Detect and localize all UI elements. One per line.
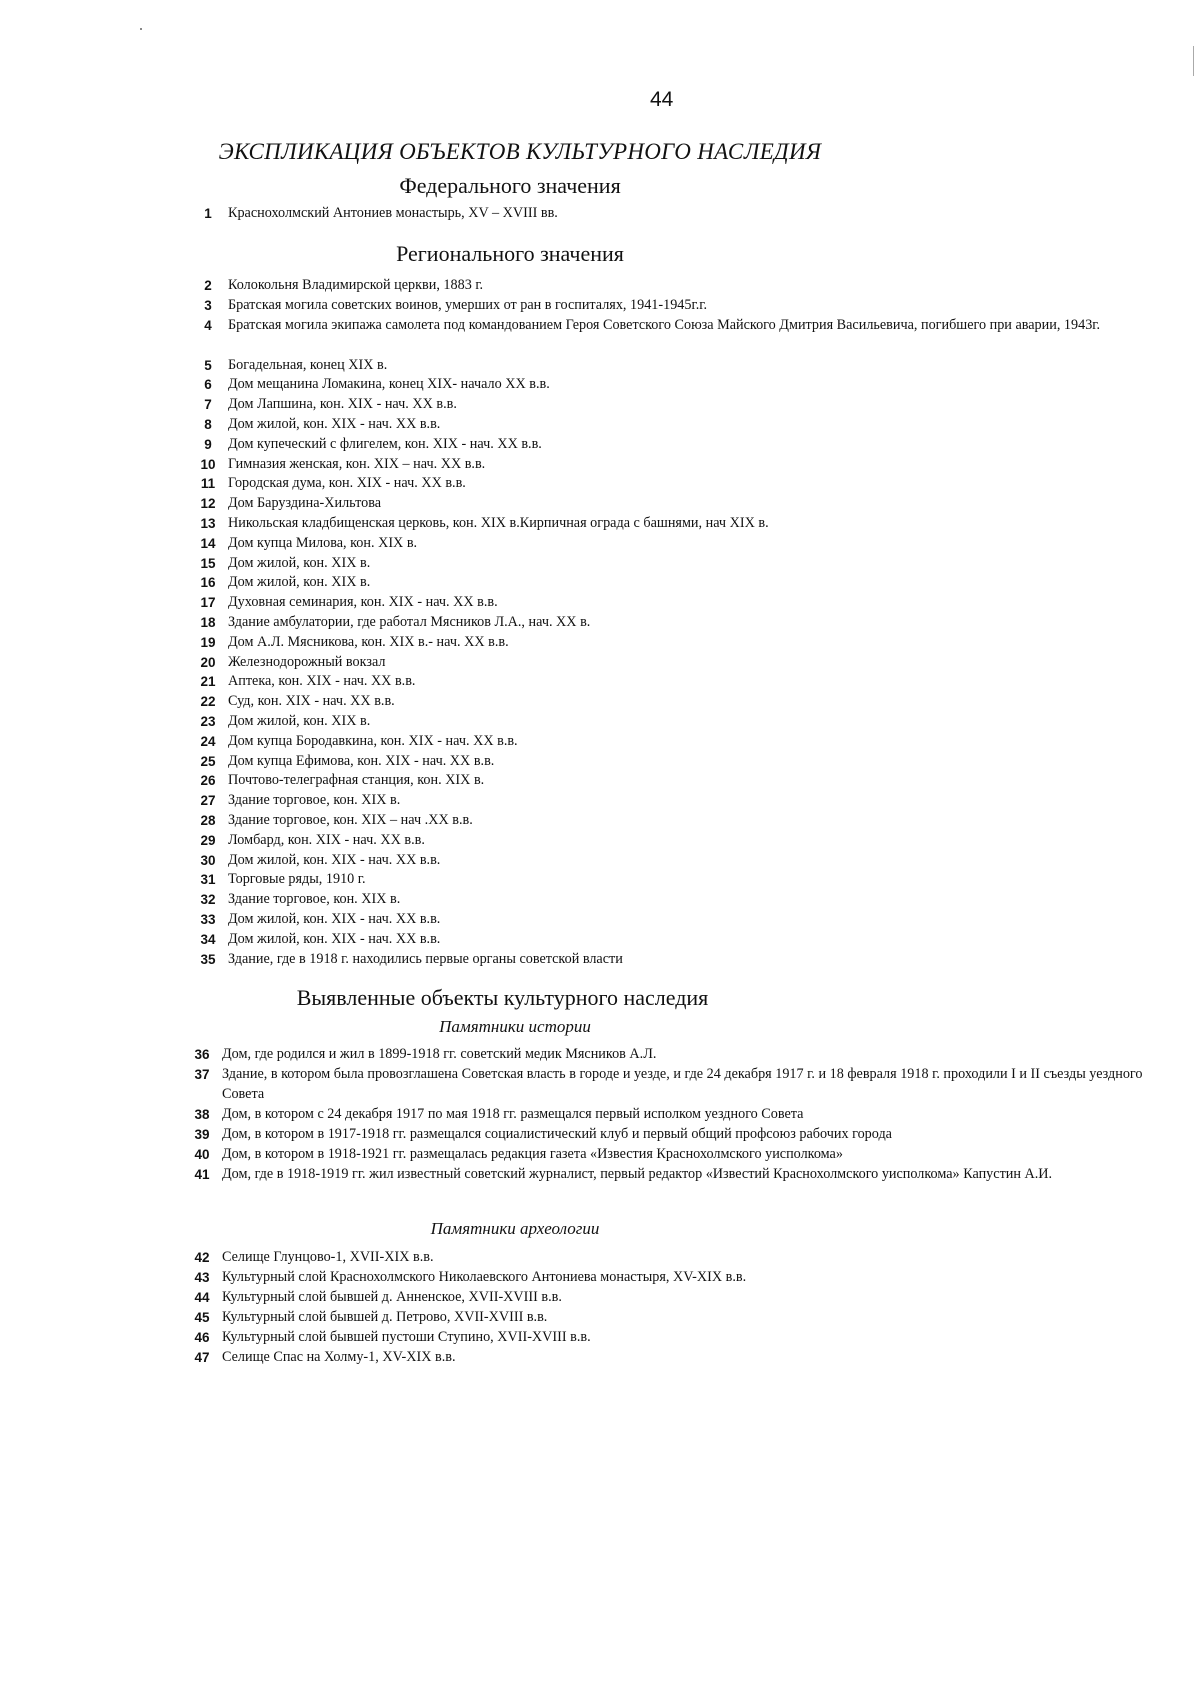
item-text: Братская могила экипажа самолета под командованием Героя Советского Союза Майского Дмитрия Васильевича, погибшего при аварии, 1943г.: [228, 316, 1101, 333]
list-item: [192, 534, 1152, 554]
history-heading: Памятники истории: [439, 1017, 591, 1036]
item-text: Культурный слой бывшей пустоши Ступино, XVII-XVIII в.в.: [222, 1329, 591, 1345]
item-number: 38: [194, 1107, 210, 1122]
item-text: Краснохолмский Антониев монастырь, XV – XVIII вв.: [228, 205, 558, 221]
item-number: 25: [200, 753, 216, 769]
list-item: [192, 890, 1152, 910]
list-item: [192, 831, 1152, 851]
item-number: 43: [194, 1270, 210, 1285]
item-number: 34: [200, 931, 216, 947]
list-item: [186, 1045, 1146, 1065]
list-item: [192, 672, 1152, 692]
item-text: Колокольня Владимирской церкви, 1883 г.: [228, 277, 484, 293]
list-item: [192, 811, 1152, 831]
list-item: [186, 1348, 1146, 1368]
list-item: [192, 950, 1152, 970]
item-text: Гимназия женская, кон. XIX – нач. XX в.в.: [228, 455, 486, 472]
item-text: Дом купца Милова, кон. XIX в.: [228, 534, 418, 551]
list-item: [186, 1065, 1146, 1105]
item-text: Железнодорожный вокзал: [228, 653, 386, 670]
item-text: Дом купца Бородавкина, кон. XIX - нач. XX в.в.: [228, 732, 518, 749]
list-item: [192, 692, 1152, 712]
item-text: Дом Лапшина, кон. XIX - нач. XX в.в.: [228, 396, 457, 413]
item-text: Дом жилой, кон. XIX - нач. XX в.в.: [228, 851, 441, 868]
list-item: [192, 593, 1152, 613]
item-number: 16: [200, 575, 216, 591]
item-number: 17: [200, 595, 216, 611]
list-item: [192, 395, 1152, 415]
item-text: Ломбард, кон. XIX - нач. XX в.в.: [228, 831, 425, 848]
list-item: [192, 712, 1152, 732]
item-number: 30: [200, 852, 216, 868]
list-item: [192, 435, 1152, 455]
federal-heading: Федерального значения: [399, 173, 621, 198]
list-item: [192, 653, 1152, 673]
item-text: Здание торговое, кон. XIX в.: [228, 792, 401, 809]
item-number: 15: [200, 555, 216, 571]
item-text: Богадельная, конец XIX в.: [228, 356, 388, 373]
item-text: Селище Спас на Холму-1, XV-XIX в.в.: [222, 1349, 456, 1365]
item-text: Здание амбулатории, где работал Мясников Л.А., нач. XX в.: [228, 614, 591, 630]
list-item: [192, 613, 1152, 633]
item-number: 32: [200, 892, 216, 908]
item-text: Дом, где родился и жил в 1899-1918 гг. советский медик Мясников А.Л.: [222, 1046, 657, 1062]
item-text: Культурный слой Краснохолмского Николаевского Антониева монастыря, XV-XIX в.в.: [222, 1269, 747, 1285]
item-text: Суд, кон. XIX - нач. XX в.в.: [228, 693, 395, 710]
list-item: [186, 1308, 1146, 1328]
list-item: [192, 375, 1152, 395]
regional-heading: Регионального значения: [396, 241, 624, 266]
scan-speck: [140, 28, 142, 30]
item-text: Аптека, кон. XIX - нач. XX в.в.: [228, 673, 416, 690]
item-text: Дом жилой, кон. XIX - нач. XX в.в.: [228, 930, 441, 947]
item-number: 18: [200, 615, 216, 630]
item-text: Дом жилой, кон. XIX - нач. XX в.в.: [228, 416, 441, 432]
list-item: [186, 1105, 1146, 1125]
list-item: [192, 573, 1152, 593]
item-number: 23: [200, 714, 216, 729]
item-text: Почтово-телеграфная станция, кон. XIX в.: [228, 772, 485, 789]
item-number: 10: [200, 456, 216, 472]
item-text: Здание торговое, кон. XIX в.: [228, 891, 401, 908]
item-text: Дом купеческий с флигелем, кон. XIX - нач. XX в.в.: [228, 435, 542, 452]
item-text: Здание торговое, кон. XIX – нач .XX в.в.: [228, 812, 473, 828]
list-item: [192, 554, 1152, 574]
list-item: [192, 791, 1152, 811]
item-number: 36: [194, 1047, 210, 1062]
list-item: [186, 1125, 1146, 1145]
item-number: 45: [194, 1310, 210, 1325]
item-number: 39: [194, 1127, 210, 1142]
item-text: Дом жилой, кон. XIX в.: [228, 713, 371, 729]
list-item: [192, 752, 1152, 772]
item-text: Братская могила советских воинов, умерших от ран в госпиталях, 1941-1945г.г.: [228, 296, 708, 313]
item-text: Дом, где в 1918-1919 гг. жил известный советский журналист, первый редактор «Известий Краснохолмского уисполкома» Капустин А.И.: [222, 1166, 1053, 1182]
list-item: [192, 316, 1152, 336]
item-number: 8: [204, 417, 212, 432]
item-number: 19: [200, 634, 216, 650]
list-item: [192, 870, 1152, 890]
item-number: 26: [200, 773, 216, 789]
item-number: 44: [194, 1290, 210, 1305]
item-number: 33: [200, 912, 216, 927]
item-number: 47: [194, 1350, 210, 1365]
item-text: Дом, в котором с 24 декабря 1917 по мая 1918 гг. размещался первый исполком уездного Совета: [222, 1106, 804, 1122]
scan-edge-mark: [1193, 46, 1194, 76]
list-item: [192, 415, 1152, 435]
list-item: [192, 633, 1152, 653]
item-number: 40: [194, 1147, 210, 1162]
list-item: [186, 1145, 1146, 1165]
list-item: [192, 455, 1152, 475]
list-item: [192, 276, 1152, 296]
item-number: 41: [194, 1167, 210, 1182]
document-title: ЭКСПЛИКАЦИЯ ОБЪЕКТОВ КУЛЬТУРНОГО НАСЛЕДИЯ: [218, 139, 822, 164]
list-item: [192, 910, 1152, 930]
item-text: Духовная семинария, кон. XIX - нач. XX в.в.: [228, 594, 498, 611]
list-item: [192, 771, 1152, 791]
item-text: Дом А.Л. Мясникова, кон. XIX в.- нач. XX в.в.: [228, 633, 509, 650]
list-item: [186, 1288, 1146, 1308]
item-number: 9: [204, 436, 212, 452]
item-number: 20: [200, 654, 216, 670]
list-item: [186, 1328, 1146, 1348]
item-text: Дом мещанина Ломакина, конец XIX- начало XX в.в.: [228, 376, 550, 393]
item-number: 31: [200, 872, 216, 888]
item-number: 13: [200, 516, 216, 531]
item-text: Дом жилой, кон. XIX в.: [228, 554, 371, 571]
item-text: Дом Баруздина-Хильтова: [228, 495, 382, 512]
item-number: 4: [204, 317, 212, 333]
item-number: 37: [194, 1067, 210, 1082]
item-number: 1: [204, 206, 212, 221]
item-text: Дом жилой, кон. XIX в.: [228, 574, 371, 591]
item-text: Культурный слой бывшей д. Анненское, XVII-XVIII в.в.: [222, 1289, 562, 1305]
item-number: 24: [200, 733, 216, 749]
list-item: [192, 494, 1152, 514]
identified-heading: Выявленные объекты культурного наследия: [296, 985, 709, 1010]
archaeology-heading: Памятники археологии: [430, 1219, 600, 1238]
list-item: [192, 474, 1152, 494]
list-item: [192, 356, 1152, 376]
item-text: Здание, где в 1918 г. находились первые органы советской власти: [228, 950, 623, 967]
item-number: 2: [204, 278, 212, 293]
item-number: 27: [200, 793, 216, 809]
item-number: 12: [200, 496, 216, 512]
item-text: Селище Глунцово-1, XVII-XIX в.в.: [222, 1249, 434, 1265]
item-number: 29: [200, 832, 216, 848]
list-item: [192, 296, 1152, 316]
list-item: [192, 514, 1152, 534]
item-number: 22: [200, 694, 216, 710]
item-number: 11: [200, 476, 216, 492]
item-number: 5: [204, 357, 212, 373]
list-item: [186, 1268, 1146, 1288]
item-text: Дом, в котором в 1917-1918 гг. размещался социалистический клуб и первый общий профсоюз рабочих города: [222, 1126, 892, 1142]
item-number: 14: [200, 535, 216, 551]
item-number: 28: [200, 813, 216, 828]
item-text: Здание, в котором была провозглашена Советская власть в городе и уезде, и где 24 декабря 1917 г. и 18 февраля 1918 г. проходили I и II съезды уездного Совета: [222, 1066, 1143, 1102]
list-item: [192, 851, 1152, 871]
item-text: Дом, в котором в 1918-1921 гг. размещалась редакция газета «Известия Краснохолмского уисполкома»: [222, 1146, 843, 1162]
item-text: Городская дума, кон. XIX - нач. XX в.в.: [228, 475, 466, 492]
list-item: [192, 930, 1152, 950]
item-number: 6: [204, 377, 212, 393]
item-text: Дом жилой, кон. XIX - нач. XX в.в.: [228, 911, 441, 927]
page-number: 44: [650, 88, 674, 111]
item-number: 46: [194, 1330, 210, 1345]
list-item: [186, 1165, 1146, 1185]
list-item: [192, 204, 1152, 224]
item-number: 3: [204, 297, 212, 313]
list-item: [186, 1248, 1146, 1268]
item-number: 35: [200, 951, 216, 967]
list-item: [192, 732, 1152, 752]
item-text: Культурный слой бывшей д. Петрово, XVII-XVIII в.в.: [222, 1309, 548, 1325]
item-text: Никольская кладбищенская церковь, кон. XIX в.Кирпичная ограда с башнями, нач XIX в.: [228, 515, 769, 531]
item-number: 7: [204, 397, 212, 413]
item-number: 21: [200, 674, 216, 690]
item-number: 42: [194, 1250, 210, 1265]
item-text: Дом купца Ефимова, кон. XIX - нач. XX в.в.: [228, 752, 495, 769]
item-text: Торговые ряды, 1910 г.: [228, 871, 366, 888]
